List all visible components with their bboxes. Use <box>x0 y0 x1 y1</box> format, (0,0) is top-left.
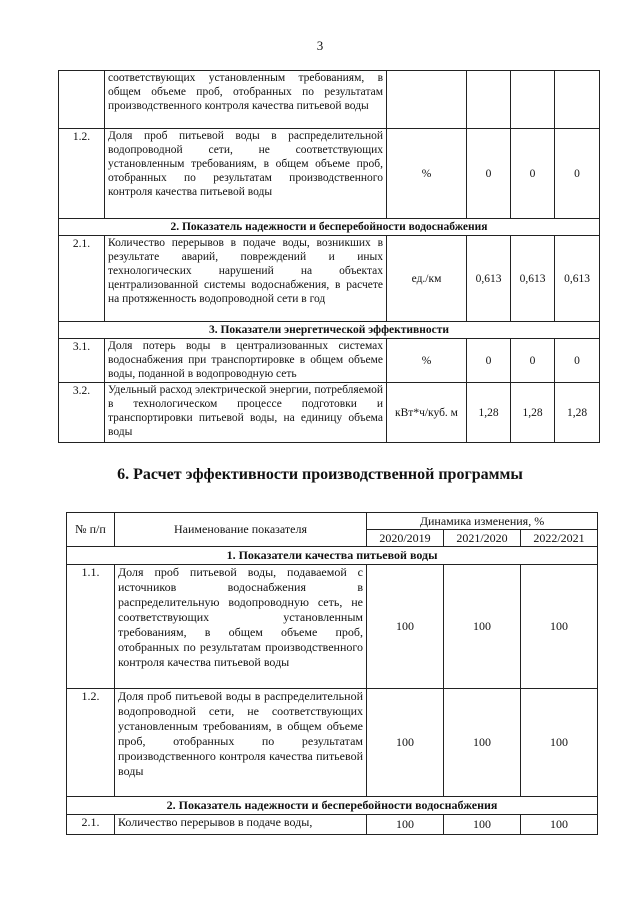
indicator-name: Количество перерывов в подаче воды, возникших в результате аварий, повреждений и иных технологических нарушений на объектах централизованной системы водоснабжения, в расчете на протяженность водопроводной сети в год <box>105 236 387 322</box>
row-number: 1.2. <box>59 129 105 219</box>
value-cell: 1,28 <box>511 383 555 443</box>
row-number: 2.1. <box>67 815 115 835</box>
value-cell: 1,28 <box>555 383 600 443</box>
value-cell: 0 <box>555 129 600 219</box>
value-cell <box>555 71 600 129</box>
row-number: 2.1. <box>59 236 105 322</box>
value-cell: 0 <box>511 129 555 219</box>
value-cell: 0,613 <box>511 236 555 322</box>
table-row <box>67 689 598 797</box>
row-number: 3.2. <box>59 383 105 443</box>
row-number <box>59 71 105 129</box>
section-row <box>59 219 600 236</box>
value-cell: 0,613 <box>467 236 511 322</box>
table-row <box>59 71 600 129</box>
section-heading: 3. Показатели энергетической эффективности <box>59 322 600 339</box>
section-row <box>59 322 600 339</box>
section-heading: 1. Показатели качества питьевой воды <box>67 547 598 565</box>
unit-cell: ед./км <box>387 236 467 322</box>
unit-cell <box>387 71 467 129</box>
table-row <box>59 339 600 383</box>
value-cell: 100 <box>367 689 444 797</box>
section-title: 6. Расчет эффективности производственной программы <box>117 466 523 483</box>
value-cell <box>511 71 555 129</box>
number-header: № п/п <box>67 513 115 547</box>
section-heading: 2. Показатель надежности и бесперебойности водоснабжения <box>67 797 598 815</box>
indicator-name: Доля проб питьевой воды в распределительной водопроводной сети, не соответствующих установленным требованиям, в общем объеме проб, отобранных по результатам производственного контроля качества питьевой воды <box>105 129 387 219</box>
value-cell: 0 <box>467 339 511 383</box>
value-cell: 100 <box>444 565 521 689</box>
indicator-name: Доля проб питьевой воды, подаваемой с источников водоснабжения в распределительную водопроводную сеть, не соответствующих установленным требованиям, в общем объеме проб, отобранных по результатам производственного контроля качества питьевой воды <box>115 565 367 689</box>
value-cell: 0,613 <box>555 236 600 322</box>
row-number: 1.2. <box>67 689 115 797</box>
indicator-name: Удельный расход электрической энергии, потребляемой в технологическом процессе подготовки и транспортировки питьевой воды, на единицу объема воды <box>105 383 387 443</box>
period-header: 2020/2019 <box>367 530 444 547</box>
value-cell: 100 <box>521 815 598 835</box>
name-header: Наименование показателя <box>115 513 367 547</box>
table-row <box>67 565 598 689</box>
row-number: 1.1. <box>67 565 115 689</box>
value-cell: 0 <box>555 339 600 383</box>
page-number: 3 <box>316 38 324 53</box>
value-cell: 100 <box>521 689 598 797</box>
efficiency-table <box>66 512 598 835</box>
value-cell: 1,28 <box>467 383 511 443</box>
header-row <box>67 513 598 530</box>
table-row <box>59 383 600 443</box>
period-header: 2022/2021 <box>521 530 598 547</box>
table-row <box>59 129 600 219</box>
value-cell: 100 <box>367 815 444 835</box>
indicator-name: соответствующих установленным требованиям, в общем объеме проб, отобранных по результатам производственного контроля качества питьевой воды <box>105 71 387 129</box>
value-cell: 100 <box>367 565 444 689</box>
unit-cell: % <box>387 339 467 383</box>
indicator-name: Количество перерывов в подаче воды, <box>115 815 367 835</box>
section-row <box>67 547 598 565</box>
section-heading: 2. Показатель надежности и бесперебойности водоснабжения <box>59 219 600 236</box>
value-cell: 0 <box>467 129 511 219</box>
value-cell: 0 <box>511 339 555 383</box>
unit-cell: % <box>387 129 467 219</box>
table-row <box>59 236 600 322</box>
section-row <box>67 797 598 815</box>
indicator-name: Доля потерь воды в централизованных системах водоснабжения при транспортировке в общем объеме воды, поданной в водопроводную сеть <box>105 339 387 383</box>
indicators-table <box>58 70 600 443</box>
value-cell: 100 <box>444 689 521 797</box>
value-cell: 100 <box>444 815 521 835</box>
unit-cell: кВт*ч/куб. м <box>387 383 467 443</box>
value-cell: 100 <box>521 565 598 689</box>
indicator-name: Доля проб питьевой воды в распределительной водопроводной сети, не соответствующих установленным требованиям, в общем объеме проб, отобранных по результатам производственного контроля качества питьевой воды <box>115 689 367 797</box>
table-row <box>67 815 598 835</box>
period-header: 2021/2020 <box>444 530 521 547</box>
row-number: 3.1. <box>59 339 105 383</box>
dynamics-header: Динамика изменения, % <box>367 513 598 530</box>
value-cell <box>467 71 511 129</box>
